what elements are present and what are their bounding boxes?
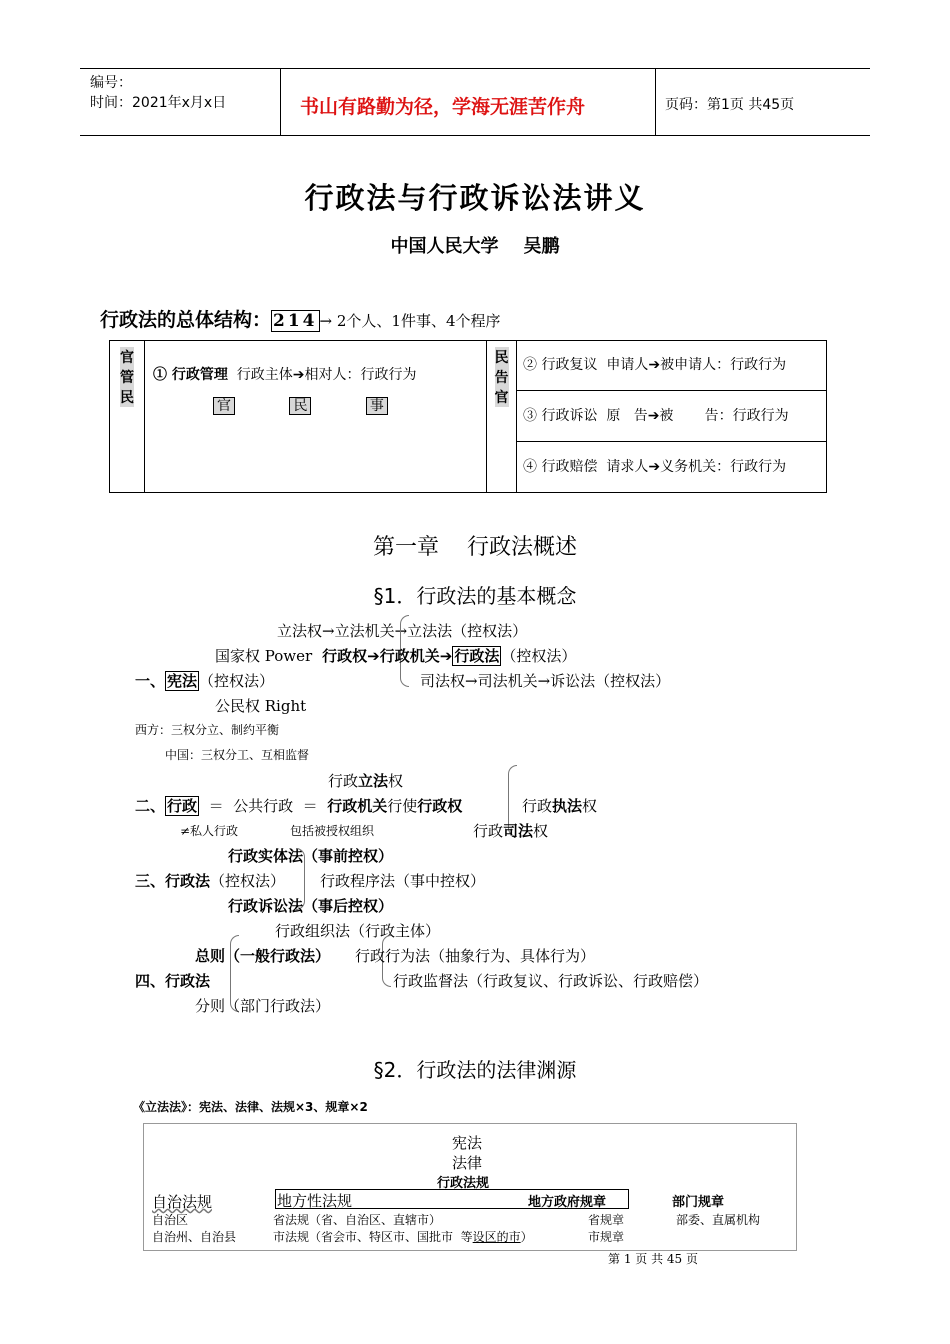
document-author: 中国人民大学 吴鹏 [390,236,560,257]
source-auto-region: 自治区 [152,1213,189,1227]
page-number-label: 页码：第1页 共45页 [665,97,795,113]
general-part: 总则（一般行政法） [195,947,331,965]
leg-core: 立法 [358,772,389,790]
admin-exercise: 行使 [387,797,418,815]
exe-core: 执法 [552,797,583,815]
include-authorized: 包括被授权组织 [290,824,375,838]
leg-prefix: 行政 [328,772,359,790]
structure-table [109,340,827,493]
admin-term: 行政 [167,797,198,815]
admin-legislative-power [328,770,403,791]
litigation-law: 行政诉讼法（事后控权） [228,897,394,915]
structure-item-litigation: ③ 行政诉讼 原 告➔被 告：行政行为 [517,391,827,442]
source-dept-rules: 部门规章 [672,1195,725,1210]
jud-suffix: 权 [533,822,549,840]
procedural-law: 行政程序法（事中控权） [320,872,486,890]
item1-rest: 行政主体➔相对人：行政行为 [227,367,417,383]
structure-code: 214 [273,311,318,331]
national-power: 国家权 Power [215,647,313,665]
source-local-regulation: 地方性法规 [277,1192,353,1210]
right-side-char: 官 [495,387,509,407]
legislative-power-line: 立法权→立法机关→立法法（控权法） [277,622,528,640]
admin-enforcement-power [522,795,597,816]
source-admin-regulation: 行政法规 [437,1176,490,1191]
header-bottom-rule [80,135,870,136]
judicial-power-line: 司法权→司法机关→诉讼法（控权法） [420,672,671,690]
admin-law-suffix: （控权法） [210,872,286,890]
structure-right-side [487,341,517,493]
substantive-law: 行政实体法（事前控权） [228,847,394,865]
item-label: 二、 [135,797,166,815]
executive-law-suffix: （控权法） [501,647,577,665]
city-reg-a: 市法规（省会市、特区市、国批市 等 [273,1230,473,1244]
right-side-char: 告 [495,367,509,387]
specific-part: 分则（部门行政法） [195,997,331,1015]
executive-law: 行政法 [454,647,500,665]
structure-heading [100,305,500,332]
document-number-label: 编号： [90,75,132,91]
exe-prefix: 行政 [522,797,553,815]
item1-bold: ① 行政管理 [153,367,228,383]
section2-title: §2．行政法的法律渊源 [373,1058,577,1082]
structure-item-compensation: ④ 行政赔偿 请求人➔义务机关：行政行为 [517,442,827,493]
admin-law-label: 三、行政法 [135,872,211,890]
left-side-char: 民 [120,387,134,407]
header-divider-left [280,68,281,135]
header-motto: 书山有路勤为径，学海无涯苦作舟 [300,96,586,118]
executive-power-line [215,645,576,666]
city-reg-c: ） [520,1230,533,1244]
executive-chain: 行政权➔行政机关➔ [322,647,453,665]
leg-suffix: 权 [388,772,404,790]
chip-official: 官 [213,397,235,415]
behavior-law: 行政行为法（抽象行为、具体行为） [355,947,596,965]
structure-item-admin-management [145,341,487,493]
admin-equals: ＝ 公共行政 ＝ [199,797,328,815]
source-law: 法律 [452,1154,483,1172]
exe-suffix: 权 [582,797,598,815]
chip-citizen: 民 [289,397,311,415]
structure-arrow-text: → 2个人、1件事、4个程序 [319,312,501,330]
admin-judicial-power [473,820,548,841]
admin-law-item [135,870,285,891]
admin-power: 行政权 [417,797,463,815]
source-prov-rules: 省规章 [588,1213,625,1227]
west-system: 西方：三权分立、制约平衡 [135,723,280,737]
source-constitution: 宪法 [452,1134,483,1152]
city-reg-b: 设区的市 [472,1230,521,1244]
legislation-summary: 《立法法》：宪法、法律、法规×3、规章×2 [133,1100,368,1114]
source-prov-regulation: 省法规（省、自治区、直辖市） [273,1213,442,1227]
structure-chips [153,394,478,419]
structure-item-reconsideration: ② 行政复议 申请人➔被申请人：行政行为 [517,341,827,391]
jud-prefix: 行政 [473,822,504,840]
header-top-rule [80,68,870,69]
source-autonomous: 自治法规 [152,1193,213,1211]
structure-label: 行政法的总体结构： [100,309,272,331]
source-local-gov-rules: 地方政府规章 [528,1195,607,1210]
left-side-char: 官 [120,347,134,367]
chip-matter: 事 [366,397,388,415]
admin-organ: 行政机关 [327,797,388,815]
not-private-admin: ≠私人行政 [180,824,239,838]
chapter-title: 第一章 行政法概述 [373,535,577,560]
page-footer: 第 1 页 共 45 页 [608,1252,698,1266]
source-city-regulation [273,1228,533,1245]
admin-definition-line [135,795,462,816]
organization-law: 行政组织法（行政主体） [275,922,441,940]
constitution-suffix: （控权法） [199,672,275,690]
right-side-char: 民 [495,347,509,367]
source-auto-pref: 自治州、自治县 [152,1230,237,1244]
header-divider-right [655,68,656,135]
source-ministries: 部委、直属机构 [676,1213,761,1227]
section1-title: §1．行政法的基本概念 [373,584,577,608]
citizen-right: 公民权 Right [215,697,307,715]
constitution: 宪法 [167,672,198,690]
document-time-label: 时间：2021年x月x日 [90,95,227,111]
constitution-line [135,670,274,691]
item-label: 一、 [135,672,166,690]
china-system: 中国：三权分工、互相监督 [165,748,310,762]
jud-core: 司法 [503,822,534,840]
source-city-rules: 市规章 [588,1230,625,1244]
document-title: 行政法与行政诉讼法讲义 [304,181,646,215]
left-side-char: 管 [120,367,134,387]
admin-law-item-4: 四、行政法 [135,972,211,990]
supervision-law: 行政监督法（行政复议、行政诉讼、行政赔偿） [393,972,709,990]
structure-left-side [110,341,145,493]
